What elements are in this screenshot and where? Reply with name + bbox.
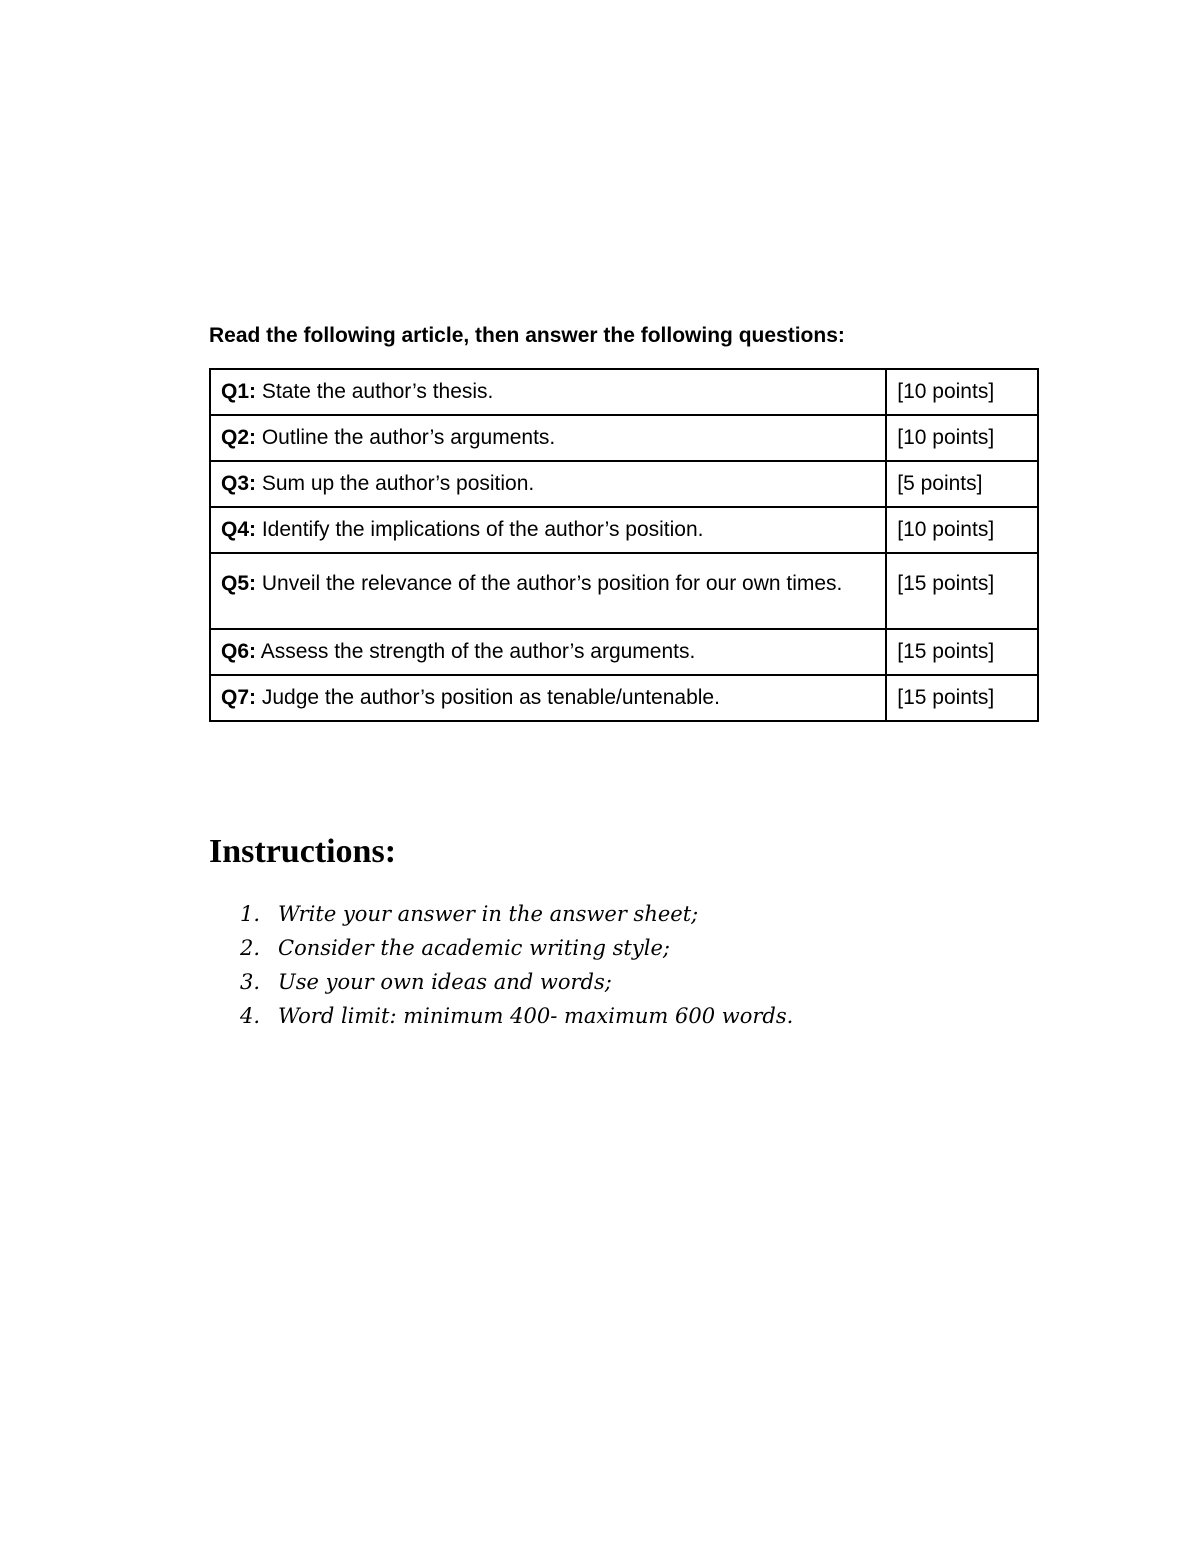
question-cell [210, 629, 886, 675]
question-id: Q6: [221, 640, 257, 663]
table-row [210, 553, 1038, 629]
question-cell [210, 675, 886, 721]
list-item [240, 999, 793, 1033]
points-cell: [10 points] [886, 415, 1038, 461]
list-text: Consider the academic writing style; [278, 936, 670, 960]
list-number: 3. [240, 970, 261, 994]
question-id: Q4: [221, 518, 257, 541]
question-text: State the author’s thesis. [256, 380, 494, 403]
instructions-list [240, 897, 793, 1033]
list-number: 4. [240, 1004, 261, 1028]
question-id: Q7: [221, 686, 257, 709]
list-item [240, 931, 793, 965]
question-id: Q2: [221, 426, 257, 449]
question-cell [210, 415, 886, 461]
table-row [210, 461, 1038, 507]
question-cell [210, 553, 886, 629]
points-cell: [10 points] [886, 507, 1038, 553]
points-cell: [15 points] [886, 553, 1038, 629]
list-item [240, 897, 793, 931]
question-cell [210, 507, 886, 553]
table-row [210, 629, 1038, 675]
question-text: Identify the implications of the author’s position. [256, 518, 704, 541]
list-text: Use your own ideas and words; [278, 970, 612, 994]
points-cell: [5 points] [886, 461, 1038, 507]
questions-table [209, 368, 1039, 722]
list-text: Word limit: minimum 400- maximum 600 words. [278, 1004, 794, 1028]
points-cell: [10 points] [886, 369, 1038, 415]
list-text: Write your answer in the answer sheet; [278, 902, 699, 926]
list-number: 2. [240, 936, 261, 960]
table-row [210, 675, 1038, 721]
question-text: Assess the strength of the author’s arguments. [256, 640, 696, 663]
question-cell [210, 369, 886, 415]
instructions-heading: Instructions: [209, 833, 397, 870]
question-text: Unveil the relevance of the author’s position for our own times. [256, 572, 843, 595]
question-id: Q5: [221, 572, 257, 595]
question-text: Sum up the author’s position. [256, 472, 535, 495]
table-row [210, 415, 1038, 461]
points-cell: [15 points] [886, 629, 1038, 675]
table-row [210, 507, 1038, 553]
question-id: Q3: [221, 472, 257, 495]
question-cell [210, 461, 886, 507]
points-cell: [15 points] [886, 675, 1038, 721]
list-item [240, 965, 793, 999]
question-text: Judge the author’s position as tenable/untenable. [256, 686, 720, 709]
question-text: Outline the author’s arguments. [256, 426, 556, 449]
question-id: Q1: [221, 380, 257, 403]
list-number: 1. [240, 902, 261, 926]
table-row [210, 369, 1038, 415]
intro-text: Read the following article, then answer the following questions: [209, 324, 845, 347]
